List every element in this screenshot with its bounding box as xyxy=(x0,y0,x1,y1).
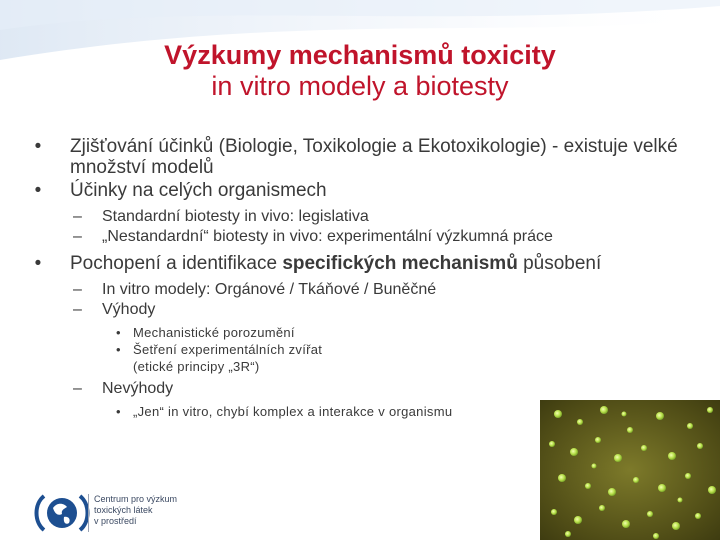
bullet-level2 xyxy=(28,207,708,227)
bullet-text: „Jen“ in vitro, chybí komplex a interakce v organismu xyxy=(133,404,453,419)
bullet-text: „Nestandardní“ biotesty in vivo: experimentální výzkumná práce xyxy=(102,228,553,245)
bullet-text: Šetření experimentálních zvířat xyxy=(133,342,323,357)
slide-title xyxy=(0,40,720,102)
dash-marker: – xyxy=(73,301,82,318)
logo-text xyxy=(94,494,204,527)
bullet-text: Nevýhody xyxy=(102,380,174,397)
logo-line-3: v prostředí xyxy=(94,516,137,526)
bullet-marker: • xyxy=(34,253,42,274)
bullet-level3 xyxy=(28,341,708,375)
bullet-text-emphasis: specifických mechanismů xyxy=(282,253,518,274)
dash-marker: – xyxy=(73,208,82,225)
bullet-marker: • xyxy=(34,180,42,201)
bullet-text-suffix: působení xyxy=(517,253,602,274)
bullet-text-continued: (etické principy „3R“) xyxy=(133,359,260,374)
bullet-text: Standardní biotesty in vivo: legislativa xyxy=(102,208,369,225)
bullet-list xyxy=(28,136,708,420)
bullet-level1 xyxy=(28,180,708,201)
bullet-marker: • xyxy=(116,325,121,340)
bullet-level2 xyxy=(28,300,708,320)
bullet-level1 xyxy=(28,136,708,178)
bullet-marker: • xyxy=(116,342,121,357)
bullet-text: Zjišťování účinků (Biologie, Toxikologie a Ekotoxikologie) - existuje velké množství modelů xyxy=(70,136,678,178)
bullet-text-prefix: Pochopení a identifikace xyxy=(70,253,283,274)
bullet-text: Mechanistické porozumění xyxy=(133,325,295,340)
bullet-text: Výhody xyxy=(102,301,156,318)
logo-divider xyxy=(88,494,89,532)
bullet-level2 xyxy=(28,280,708,300)
bullet-text: Účinky na celých organismech xyxy=(70,180,327,201)
bullet-level2 xyxy=(28,227,708,247)
cell-culture-photo xyxy=(540,400,720,540)
bullet-marker: • xyxy=(116,404,121,419)
bullet-level3 xyxy=(28,324,708,341)
logo-line-2: toxických látek xyxy=(94,505,153,515)
logo-line-1: Centrum pro výzkum xyxy=(94,494,178,504)
ceitec-logo-icon xyxy=(34,490,94,536)
bullet-level2 xyxy=(28,379,708,399)
bullet-level1 xyxy=(28,253,708,274)
title-line-2: in vitro modely a biotesty xyxy=(211,71,509,101)
dash-marker: – xyxy=(73,281,82,298)
bullet-marker: • xyxy=(34,136,42,157)
title-line-1: Výzkumy mechanismů toxicity xyxy=(164,40,556,70)
dash-marker: – xyxy=(73,228,82,245)
bullet-text: In vitro modely: Orgánové / Tkáňové / Buněčné xyxy=(102,281,437,298)
dash-marker: – xyxy=(73,380,82,397)
